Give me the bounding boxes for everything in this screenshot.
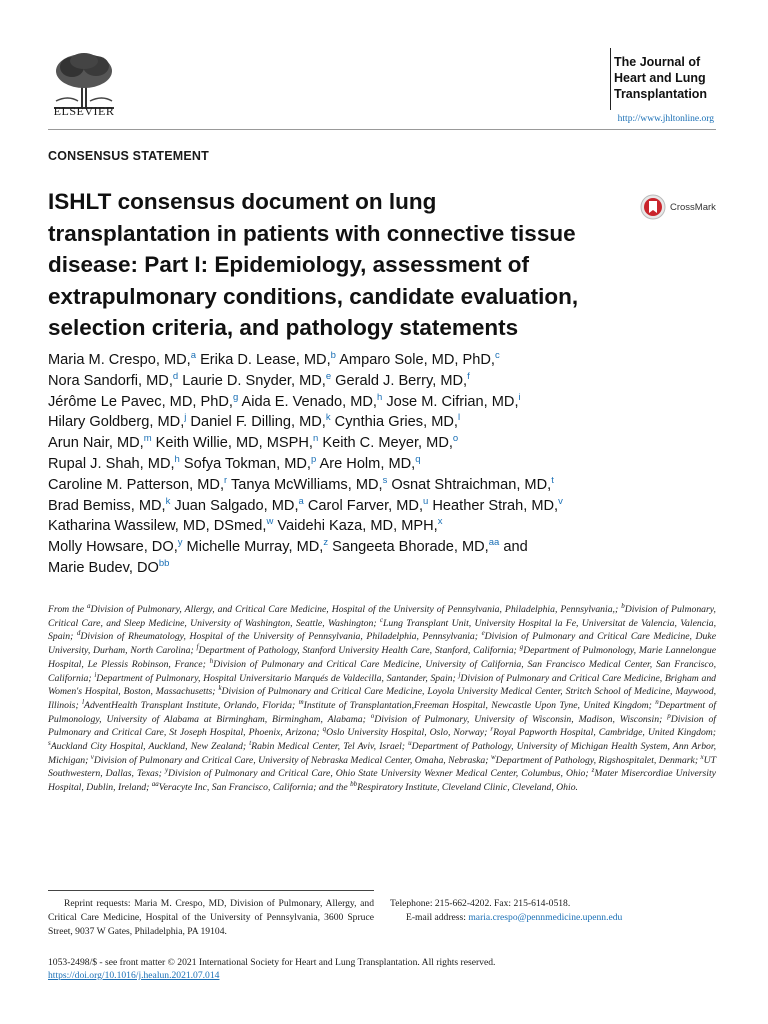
author-conjunction: and	[499, 539, 528, 556]
aff-text: Department of Pathology, Stanford University Health Care, Stanford, California;	[198, 645, 520, 657]
aff-text: Lung Transplant Unit, University Hospital la Fe, Universitat de Valencia, Valencia, Spain;	[48, 617, 716, 643]
copyright-line: 1053-2498/$ - see front matter © 2021 International Society for Heart and Lung Transplantation. All rights reserved.	[48, 957, 496, 968]
crossmark-label: CrossMark	[670, 201, 716, 213]
author-list	[48, 350, 708, 579]
aff-text: Division of Pulmonary and Critical Care Medicine, Loyola University Medical Center, Stritch School of Medicine, Maywood, Illinois;	[48, 686, 716, 711]
aff-text: Department of Pulmonology, Marie Lannelongue Hospital, Le Plessis Robinson, France;	[48, 645, 716, 670]
copyright-block	[48, 956, 728, 982]
footnote-divider	[48, 890, 374, 891]
aff-marker: x	[700, 752, 704, 761]
author-name: Keith C. Meyer, MD,	[318, 435, 453, 452]
author-line	[48, 516, 708, 537]
aff-marker: g	[519, 643, 524, 652]
author-line	[48, 537, 708, 558]
aff-marker: aa	[151, 780, 159, 789]
affiliation-ref[interactable]: w	[266, 516, 274, 528]
author-name: Are Holm, MD,	[316, 455, 416, 472]
journal-title-line: Heart and Lung	[614, 71, 706, 85]
author-name: Juan Salgado, MD,	[170, 497, 299, 514]
affiliation-ref[interactable]: a	[298, 495, 304, 507]
author-name: Cynthia Gries, MD,	[330, 414, 458, 431]
affiliation-ref[interactable]: z	[323, 537, 329, 549]
aff-marker: l	[82, 697, 85, 706]
aff-text: Department of Pathology, Rigshospitalet, Denmark;	[495, 754, 701, 766]
affiliation-ref[interactable]: u	[423, 495, 429, 507]
aff-marker: t	[249, 739, 252, 748]
aff-text: Mater Misercordiae University Hospital, Dublin, Ireland;	[48, 768, 716, 794]
author-name: Heather Strah, MD,	[428, 497, 559, 514]
affiliation-ref[interactable]: g	[232, 391, 239, 403]
crossmark-button[interactable]	[640, 194, 716, 220]
affiliation-ref[interactable]: y	[177, 537, 183, 549]
aff-marker: e	[481, 629, 485, 638]
doi-link[interactable]: https://doi.org/10.1016/j.healun.2021.07.014	[48, 970, 220, 981]
author-line	[48, 392, 708, 413]
aff-text: Auckland City Hospital, Auckland, New Zealand;	[50, 741, 250, 753]
journal-title	[614, 54, 724, 102]
author-line	[48, 496, 708, 517]
author-name: Katharina Wassilew, MD, DSmed,	[48, 518, 267, 535]
author-name: Tanya McWilliams, MD,	[227, 476, 383, 493]
author-name: Jérôme Le Pavec, MD, PhD,	[48, 393, 233, 410]
journal-url-link[interactable]: http://www.jhltonline.org	[617, 114, 714, 124]
aff-marker: j	[458, 670, 461, 679]
aff-text: Division of Pulmonary, Critical Care, and Sleep Medicine, University of Washington, Seattle, Washington;	[48, 604, 716, 629]
author-line	[48, 454, 708, 475]
aff-text: Division of Pulmonary, Allergy, and Critical Care Medicine, Hospital of the University of Pennsylvania, Philadelphia, Pennsylvania,;	[90, 604, 622, 615]
author-name: Laurie D. Snyder, MD,	[178, 372, 326, 389]
affiliation-ref[interactable]: p	[310, 453, 317, 465]
affiliations-paragraph	[48, 603, 716, 795]
title-line: selection criteria, and pathology statements	[48, 315, 519, 340]
email-line	[390, 911, 710, 925]
author-name: Carol Farver, MD,	[303, 497, 424, 514]
affiliation-ref[interactable]: b	[330, 350, 336, 361]
aff-marker: k	[218, 684, 222, 693]
author-name: Hilary Goldberg, MD,	[48, 414, 185, 431]
title-line: transplantation in patients with connective tissue	[48, 220, 576, 246]
aff-marker: a	[86, 602, 91, 610]
aff-text: Institute of Transplantation,Freeman Hospital, Newcastle Upon Tyne, United Kingdom;	[303, 699, 656, 711]
aff-text: Respiratory Institute, Cleveland Clinic, Cleveland, Ohio.	[357, 782, 578, 794]
author-line	[48, 433, 708, 454]
affiliation-ref[interactable]: k	[325, 412, 331, 424]
aff-marker: c	[379, 615, 384, 624]
author-name: Vaidehi Kaza, MD, MPH,	[273, 518, 438, 535]
article-title	[48, 186, 648, 344]
aff-text: Division of Pulmonary and Critical Care Medicine, Duke University, Durham, North Carolina;	[48, 631, 716, 657]
affiliation-ref[interactable]: r	[224, 474, 228, 486]
author-name: Gerald J. Berry, MD,	[331, 372, 468, 389]
author-name: Michelle Murray, MD,	[182, 539, 324, 556]
affiliation-ref[interactable]: a	[190, 350, 197, 361]
affiliation-ref[interactable]: k	[165, 495, 171, 507]
affiliation-ref[interactable]: j	[184, 412, 187, 424]
author-name: Nora Sandorfi, MD,	[48, 372, 173, 389]
affiliation-ref[interactable]: c	[494, 350, 500, 361]
affiliation-ref[interactable]: d	[172, 370, 179, 382]
author-name: Brad Bemiss, MD,	[48, 497, 166, 514]
affiliation-ref[interactable]: s	[382, 474, 388, 486]
phone-fax: Telephone: 215-662-4202. Fax: 215-614-0518.	[390, 898, 571, 909]
author-line	[48, 475, 708, 496]
aff-text: AdventHealth Transplant Institute, Orlando, Florida;	[84, 699, 299, 711]
email-link[interactable]: maria.crespo@pennmedicine.upenn.edu	[468, 912, 623, 923]
author-line	[48, 558, 708, 579]
aff-marker: d	[76, 629, 81, 638]
affiliation-ref[interactable]: o	[452, 433, 459, 445]
author-name: Amparo Sole, MD, PhD,	[335, 352, 495, 368]
aff-marker: h	[209, 656, 214, 665]
email-label: E-mail address:	[406, 912, 469, 923]
title-line: ISHLT consensus document on lung	[48, 189, 437, 214]
affiliation-ref[interactable]: t	[551, 474, 554, 486]
affiliation-ref[interactable]: q	[415, 453, 421, 465]
author-name: Rupal J. Shah, MD,	[48, 455, 175, 472]
aff-marker: bb	[350, 780, 358, 789]
aff-marker: v	[90, 752, 94, 761]
author-name: Marie Budev, DO	[48, 559, 159, 576]
author-name: Sofya Tokman, MD,	[179, 455, 311, 472]
aff-marker: o	[370, 711, 375, 720]
affiliation-ref[interactable]: v	[558, 495, 563, 507]
journal-title-line: The Journal of	[614, 55, 701, 69]
aff-marker: w	[490, 752, 496, 761]
author-name: Caroline M. Patterson, MD,	[48, 476, 224, 493]
author-name: Erika D. Lease, MD,	[196, 352, 331, 368]
affiliation-ref[interactable]: e	[325, 370, 332, 382]
aff-marker: b	[621, 602, 625, 610]
reprint-requests: Reprint requests: Maria M. Crespo, MD, Division of Pulmonary, Allergy, and Critical Care Medicine, Hospital of the University of Pennsylvania, 3600 Spruce Street, 9037 W Gates, Philadelphia, PA 19104.	[48, 898, 374, 937]
section-label: CONSENSUS STATEMENT	[48, 149, 209, 163]
aff-marker: m	[298, 697, 304, 706]
journal-title-line: Transplantation	[614, 87, 708, 101]
author-name: Molly Howsare, DO,	[48, 539, 178, 556]
aff-marker: p	[667, 711, 671, 720]
aff-marker: n	[655, 697, 659, 706]
aff-text: Veracyte Inc, San Francisco, California; and the	[158, 782, 351, 794]
publisher-name: ELSEVIER	[53, 104, 115, 118]
aff-marker: q	[322, 725, 327, 734]
aff-text: Department of Pulmonary, Hospital Universitario Marqués de Valdecilla, Santander, Spain;	[96, 672, 459, 684]
aff-text: Division of Rheumatology, Hospital of the University of Pennsylvania, Philadelphia, Pennsylvania;	[80, 631, 482, 643]
aff-marker: i	[94, 670, 97, 679]
title-line: disease: Part I: Epidemiology, assessment of	[48, 252, 529, 277]
affiliation-ref[interactable]: bb	[158, 557, 170, 569]
affiliation-ref[interactable]: h	[174, 453, 180, 465]
author-line	[48, 412, 708, 433]
aff-text: Division of Pulmonary and Critical Care Medicine, Brigham and Women's Hospital, Boston, Massachusetts;	[48, 672, 717, 698]
author-name: Jose M. Cifrian, MD,	[382, 393, 519, 410]
aff-marker: r	[490, 725, 494, 734]
author-name: Maria M. Crespo, MD,	[48, 352, 191, 368]
author-line	[48, 371, 708, 392]
affiliation-ref[interactable]: x	[437, 516, 443, 528]
aff-marker: z	[591, 766, 595, 775]
aff-marker: f	[196, 643, 199, 652]
author-name: Daniel F. Dilling, MD,	[186, 414, 326, 431]
aff-text: Rabin Medical Center, Tel Aviv, Israel;	[251, 741, 409, 753]
aff-text: Division of Pulmonary and Critical Care Medicine, University of California, San Francisco Medical Center, San Francisco, California;	[48, 658, 716, 684]
affiliation-ref[interactable]: n	[313, 433, 319, 445]
aff-text: Department of Pathology, University of Michigan Health System, Ann Arbor, Michigan;	[48, 741, 716, 766]
header-divider	[48, 129, 716, 130]
aff-marker: s	[48, 739, 51, 748]
affiliation-ref[interactable]: f	[467, 370, 470, 382]
author-name: Keith Willie, MD, MSPH,	[151, 435, 313, 452]
aff-text: Division of Pulmonary, University of Wisconsin, Madison, Wisconsin;	[374, 713, 668, 725]
author-name: Aida E. Venado, MD,	[238, 393, 377, 410]
author-name: Sangeeta Bhorade, MD,	[328, 539, 489, 556]
journal-divider	[610, 48, 611, 110]
affiliation-ref[interactable]: aa	[488, 537, 500, 549]
aff-text: UT Southwestern, Dallas, Texas;	[48, 754, 716, 780]
aff-marker: u	[408, 739, 412, 748]
aff-text: Division of Pulmonary and Critical Care, St Joseph Hospital, Phoenix, Arizona;	[48, 713, 716, 739]
aff-text: Division of Pulmonary and Critical Care, Ohio State University Wexner Medical Center, Columbus, Ohio;	[168, 768, 592, 780]
aff-text: Royal Papworth Hospital, Cambridge, United Kingdom;	[493, 727, 717, 739]
affiliation-ref[interactable]: i	[518, 391, 521, 403]
aff-text: Department of Pulmonology, University of Alabama at Birmingham, Birmingham, Alabama;	[48, 699, 717, 725]
affiliation-ref[interactable]: l	[457, 412, 461, 424]
affiliations-intro: From the	[48, 604, 87, 615]
title-line: extrapulmonary conditions, candidate evaluation,	[48, 283, 579, 309]
aff-text: Oslo University Hospital, Oslo, Norway;	[326, 727, 491, 739]
affiliation-ref[interactable]: h	[376, 391, 383, 403]
affiliation-ref[interactable]: m	[143, 433, 152, 445]
aff-marker: y	[164, 766, 169, 775]
aff-text: Division of Pulmonary and Critical Care, University of Nebraska Medical Center, Omaha, Nebraska;	[93, 754, 491, 766]
author-name: Osnat Shtraichman, MD,	[387, 476, 552, 493]
author-name: Arun Nair, MD,	[48, 435, 144, 452]
contact-info	[390, 897, 710, 925]
author-line	[48, 350, 708, 371]
